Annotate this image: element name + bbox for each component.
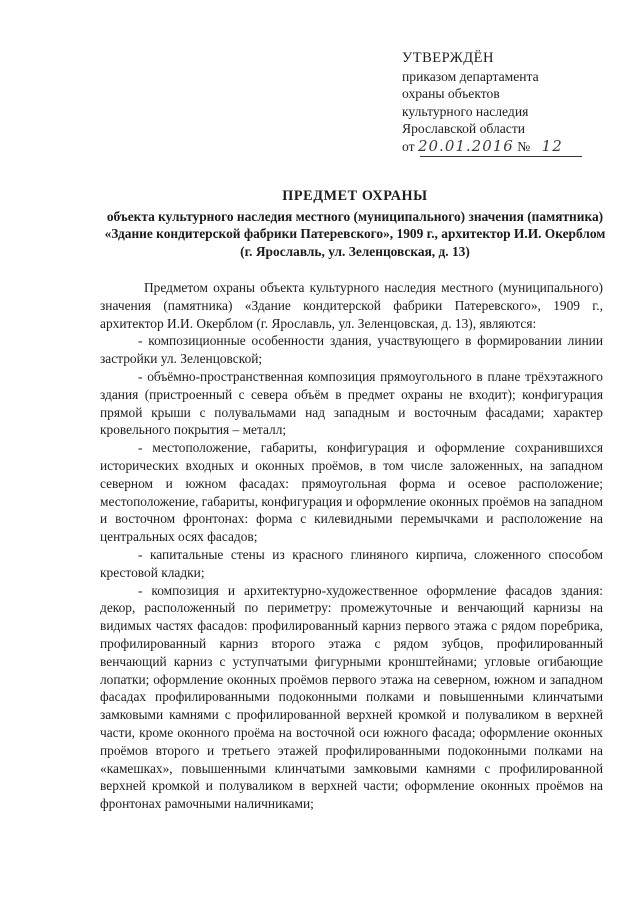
handwritten-date: 20.01.2016 [417, 136, 514, 155]
approval-date-number-line [402, 138, 602, 156]
document-body [100, 279, 603, 813]
approval-line: охраны объектов [402, 86, 500, 102]
approval-line: Ярославской области [402, 121, 526, 137]
approval-line: приказом департамента [402, 68, 539, 84]
handwritten-number: 12 [541, 136, 563, 155]
signature-underline [420, 156, 582, 157]
body-paragraph: - местоположение, габариты, конфигурация и оформление сохранившихся исторических входных и оконных проёмов, в том числе заложенных, на западном северном и южном фасадах: прямоугольная форма и осевое расположение; местоположение, габариты, конфигурация и оформление оконных проёмов на западном и восточном фронтонах: форма с килевидными перемычками и расположение на центральных осях фасадов; [100, 440, 603, 545]
number-sign: № [517, 138, 531, 154]
approval-stamp [402, 50, 602, 156]
approval-line: культурного наследия [402, 103, 529, 119]
body-paragraph: - капитальные стены из красного глиняного кирпича, сложенного способом крестовой кладки; [100, 546, 603, 580]
body-paragraph: - композиция и архитектурно-художественное оформление фасадов здания: декор, расположенный по периметру: промежуточные и венчающий карнизы на видимых частях фасадов: профилированный карниз первого этажа с рядом поребрика, профилированный карниз второго этажа с рядом зубцов, профилированный венчающий карниз с уступчатыми фигурными кронштейнами; угловые огибающие лопатки; оформление оконных проёмов первого этажа на северном, южном и западном фасадах профилированными подоконными полками и повышенными клинчатыми замковыми камнями с профилированной верхней кромкой и полуваликом в верхней части, кроме оконного проёма на восточной оси южного фасада; оформление оконных проёмов второго и третьего этажей профилированными подоконными полками на «камешках», повышенными клинчатыми замковыми камнями с профилированной верхней кромкой и полуваликом в верхней части; оформление оконных проёмов на фронтонах рамочными наличниками; [100, 582, 603, 812]
body-paragraph: - композиционные особенности здания, участвующего в формировании линии застройки ул. Зеленцовской; [100, 333, 603, 367]
document-title: ПРЕДМЕТ ОХРАНЫ [282, 188, 428, 204]
document-heading [100, 188, 610, 260]
from-prefix: от [402, 138, 415, 154]
body-paragraph: - объёмно-пространственная композиция прямоугольного в плане трёхэтажного здания (пристроенный с севера объём в предмет охраны не входит); конфигурация прямой крыши с полувальмами над западным и восточным фасадами; характер кровельного покрытия – металл; [100, 368, 603, 438]
approval-title: УТВЕРЖДЁН [402, 50, 494, 66]
document-subtitle: объекта культурного наследия местного (муниципального) значения (памятника) «Здание кондитерской фабрики Патеревского», 1909 г., архитектор И.И. Окерблом (г. Ярославль, ул. Зеленцовская, д. 13) [104, 208, 606, 259]
body-paragraph: Предметом охраны объекта культурного наследия местного (муниципального) значения (памятника) «Здание кондитерской фабрики Патеревского», 1909 г., архитектор И.И. Окерблом (г. Ярославль, ул. Зеленцовская, д. 13), являются: [100, 280, 603, 331]
